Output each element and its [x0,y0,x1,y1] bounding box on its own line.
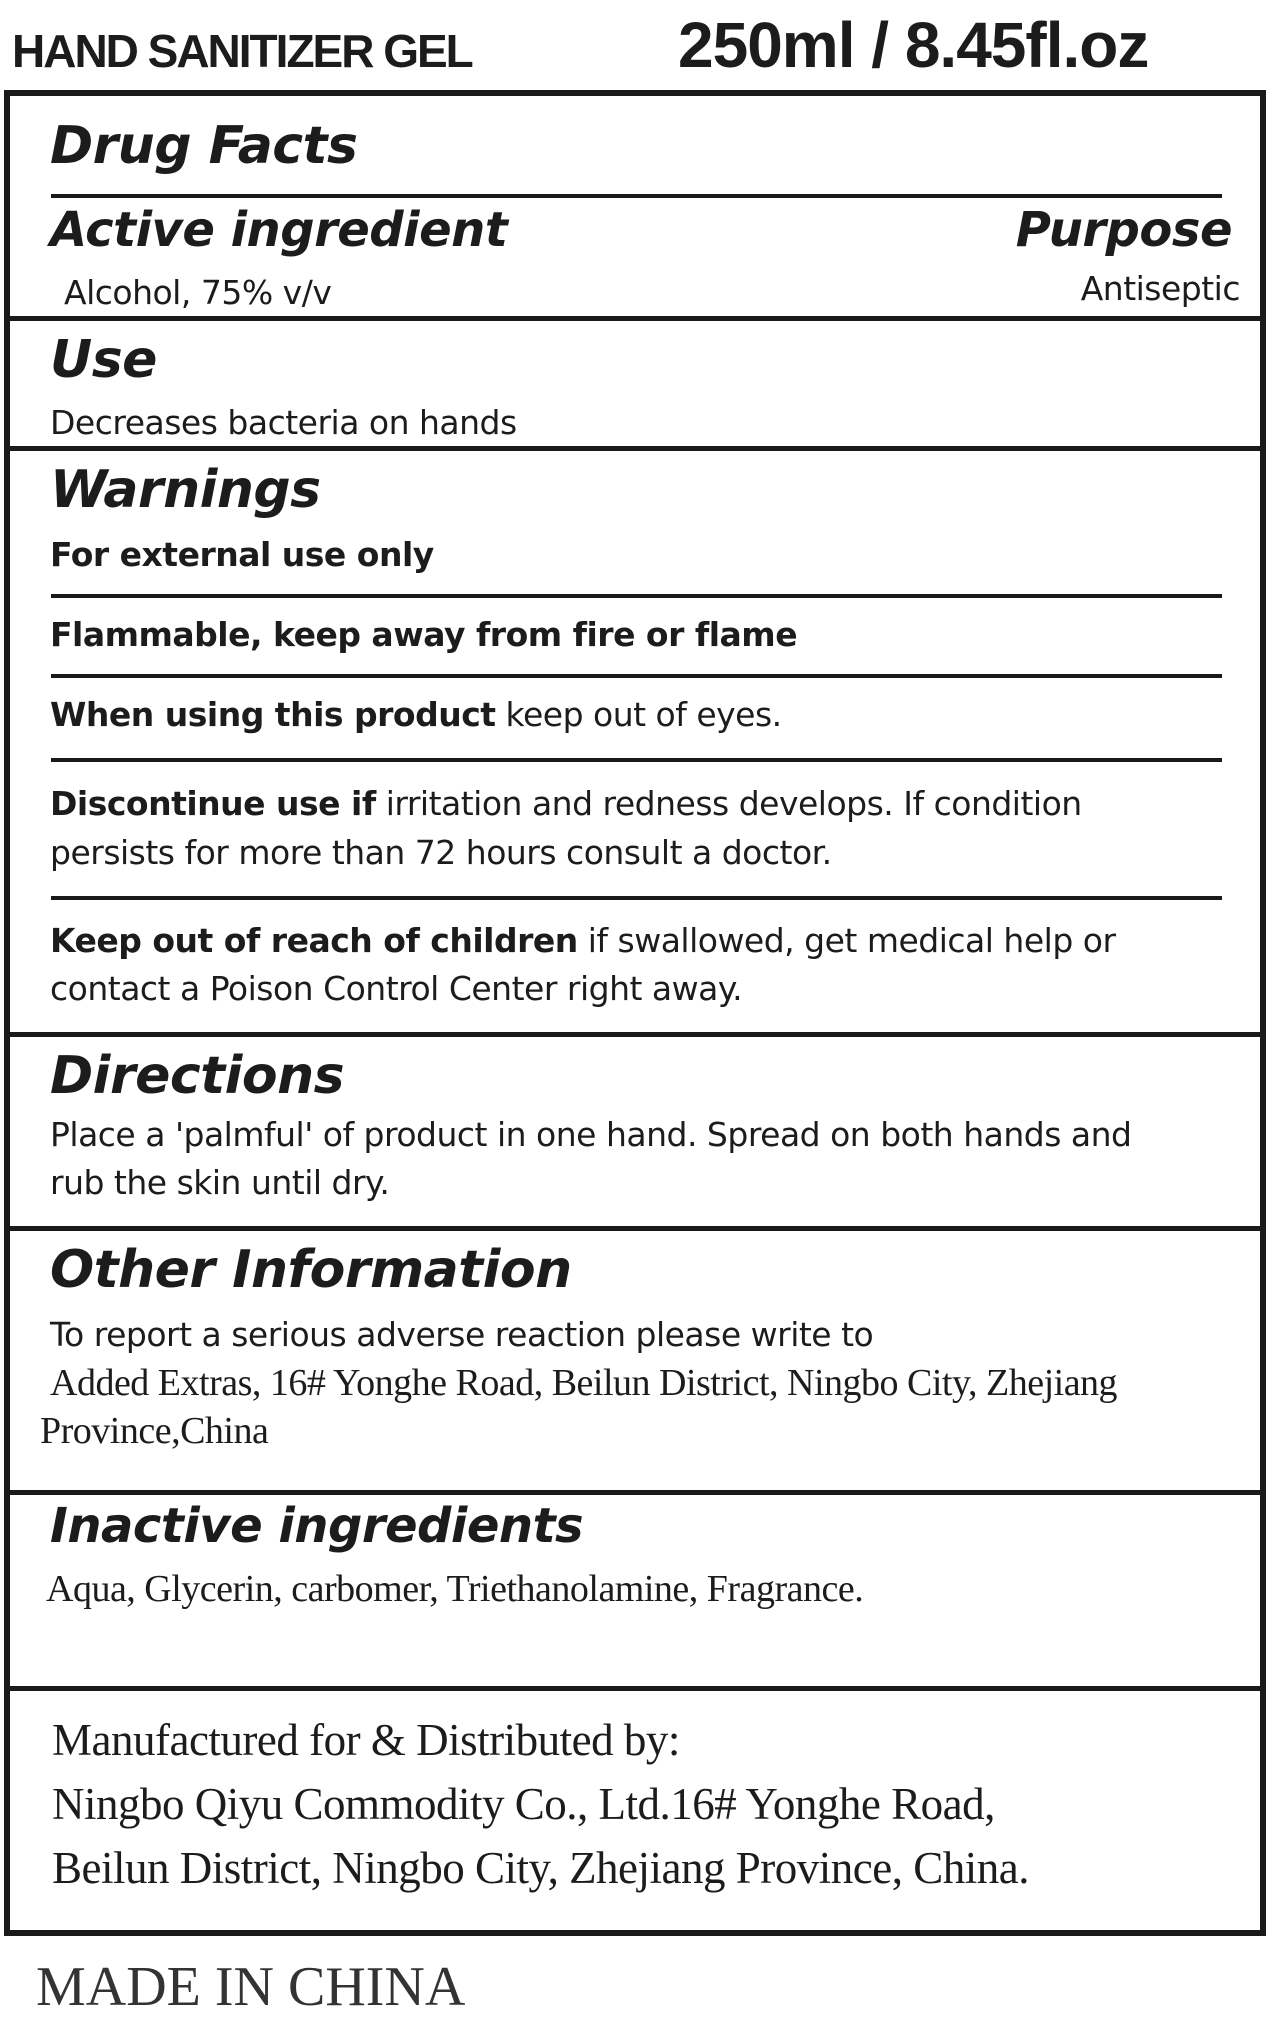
warning-keep-out-line-2: contact a Poison Control Center right away. [50,969,743,1008]
product-volume: 250ml / 8.45fl.oz [678,9,1149,81]
warning-divider [51,674,1222,678]
drug-facts-panel [4,90,1266,1936]
manufacturer-line-3: Beilun District, Ningbo City, Zhejiang Province, China. [52,1843,1029,1893]
warning-divider [51,896,1222,900]
directions-line-2: rub the skin until dry. [50,1163,390,1202]
warning-discontinue-line-1 [50,779,1082,829]
section-divider [10,1490,1260,1495]
made-in-label: MADE IN CHINA [36,1956,466,2018]
directions-line-1: Place a 'palmful' of product in one hand. Spread on both hands and [50,1115,1132,1154]
inactive-ingredients-heading: Inactive ingredients [50,1498,584,1554]
purpose-heading: Purpose [1015,202,1232,258]
section-divider [10,1226,1260,1231]
other-information-line-1: To report a serious adverse reaction please write to [50,1315,874,1354]
purpose-value: Antiseptic [1080,269,1240,308]
section-divider [10,316,1260,321]
warning-keep-out-bold: Keep out of reach of children [50,921,578,960]
warnings-heading: Warnings [50,460,321,520]
drug-facts-title: Drug Facts [50,116,358,176]
inactive-ingredients-text: Aqua, Glycerin, carbomer, Triethanolamine, Fragrance. [46,1568,864,1610]
manufacturer-line-1: Manufactured for & Distributed by: [52,1715,680,1765]
manufacturer-line-2: Ningbo Qiyu Commodity Co., Ltd.16# Yonghe Road, [52,1779,995,1829]
warning-divider [51,758,1222,762]
use-text: Decreases bacteria on hands [50,403,517,442]
warning-when-using-bold: When using this product [50,695,496,734]
warning-flammable: Flammable, keep away from fire or flame [50,615,798,654]
warning-discontinue-bold: Discontinue use if [50,784,376,823]
active-ingredient-heading: Active ingredient [50,202,508,258]
active-ingredient-value: Alcohol, 75% v/v [64,273,332,312]
warning-when-using-text: keep out of eyes. [495,695,782,734]
directions-heading: Directions [50,1046,345,1106]
other-information-heading: Other Information [50,1240,572,1300]
section-divider [10,446,1260,451]
use-heading: Use [50,330,157,390]
section-divider [10,1032,1260,1037]
warning-discontinue-line-2: persists for more than 72 hours consult a doctor. [50,833,832,872]
section-divider [10,1686,1260,1691]
warning-external: For external use only [50,535,434,574]
warning-keep-out-text: if swallowed, get medical help or [577,921,1116,960]
product-name: HAND SANITIZER GEL [12,25,472,77]
warning-keep-out-line-1 [50,916,1116,966]
other-information-line-3: Province,China [40,1410,269,1452]
warning-discontinue-text: irritation and redness develops. If condition [375,784,1082,823]
title-divider [51,194,1222,198]
other-information-line-2: Added Extras, 16# Yonghe Road, Beilun District, Ningbo City, Zhejiang [50,1362,1118,1404]
warning-divider [51,594,1222,598]
warning-when-using [50,690,782,740]
